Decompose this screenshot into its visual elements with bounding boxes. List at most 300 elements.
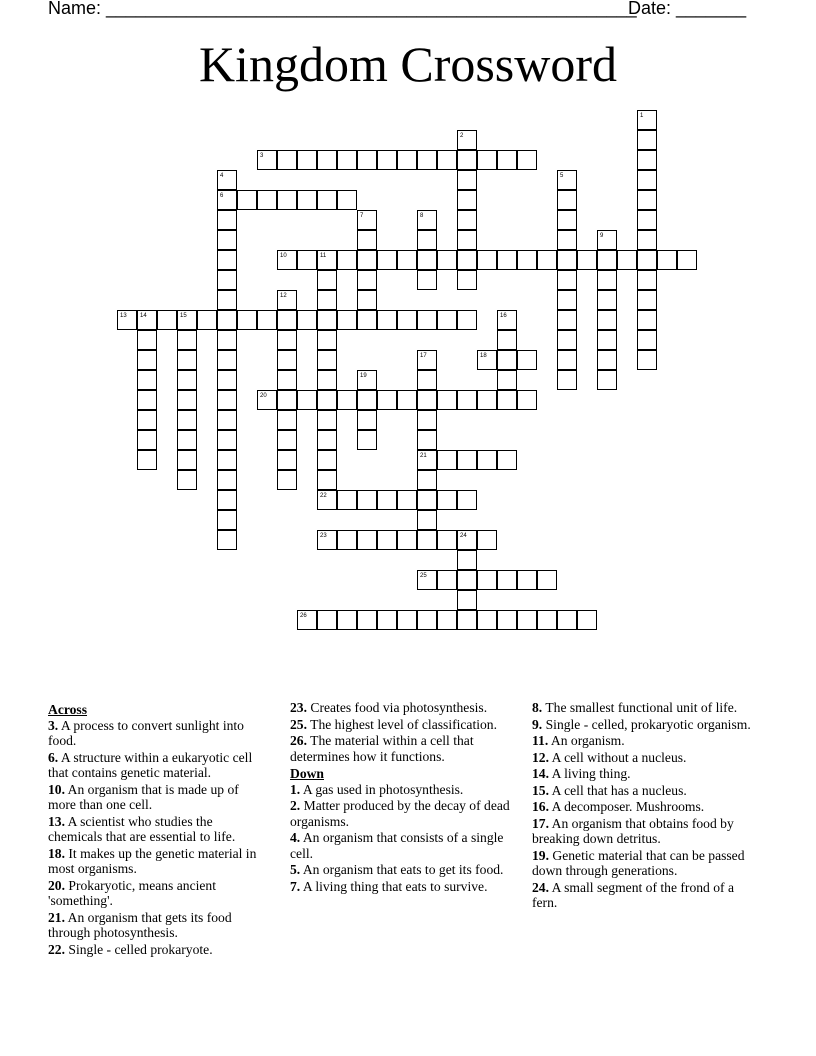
grid-cell[interactable]	[257, 310, 277, 330]
grid-cell[interactable]	[557, 230, 577, 250]
clue-text: A scientist who studies the chemicals that are essential to life.	[48, 813, 236, 844]
grid-cell[interactable]	[277, 150, 297, 170]
clue-number: 13	[120, 313, 127, 319]
clue-down-16	[532, 799, 752, 815]
grid-cell[interactable]	[557, 270, 577, 290]
grid-cell[interactable]	[497, 350, 517, 370]
grid-cell[interactable]	[457, 250, 477, 270]
grid-cell[interactable]	[337, 150, 357, 170]
grid-cell[interactable]	[217, 510, 237, 530]
grid-cell[interactable]	[317, 530, 337, 550]
clue-number-label: 21.	[48, 909, 65, 925]
grid-cell[interactable]	[317, 370, 337, 390]
grid-cell[interactable]	[437, 310, 457, 330]
clue-down-5	[290, 862, 510, 878]
grid-cell[interactable]	[377, 250, 397, 270]
grid-cell[interactable]	[657, 250, 677, 270]
grid-cell[interactable]	[157, 310, 177, 330]
grid-cell[interactable]	[477, 450, 497, 470]
grid-cell[interactable]	[177, 470, 197, 490]
grid-cell[interactable]	[597, 350, 617, 370]
grid-cell[interactable]	[437, 570, 457, 590]
grid-cell[interactable]	[217, 430, 237, 450]
grid-cell[interactable]	[577, 610, 597, 630]
grid-cell[interactable]	[497, 150, 517, 170]
grid-cell[interactable]	[477, 390, 497, 410]
grid-cell[interactable]	[597, 370, 617, 390]
grid-cell[interactable]	[557, 330, 577, 350]
clue-text: Creates food via photosynthesis.	[307, 700, 488, 715]
grid-cell[interactable]	[437, 530, 457, 550]
grid-cell[interactable]	[457, 390, 477, 410]
grid-cell[interactable]	[177, 430, 197, 450]
clue-across-22	[48, 942, 268, 958]
clue-number: 16	[500, 313, 507, 319]
grid-cell[interactable]	[497, 570, 517, 590]
grid-cell[interactable]	[217, 470, 237, 490]
clue-number: 22	[320, 493, 327, 499]
grid-cell[interactable]	[177, 450, 197, 470]
grid-cell[interactable]	[457, 190, 477, 210]
grid-cell[interactable]	[397, 250, 417, 270]
grid-cell[interactable]	[297, 610, 317, 630]
grid-cell[interactable]	[557, 350, 577, 370]
grid-cell[interactable]	[437, 610, 457, 630]
grid-cell[interactable]	[217, 530, 237, 550]
grid-cell[interactable]	[457, 170, 477, 190]
grid-cell[interactable]	[457, 530, 477, 550]
grid-cell[interactable]	[417, 390, 437, 410]
grid-cell[interactable]	[377, 310, 397, 330]
clue-text: The highest level of classification.	[307, 716, 498, 732]
clue-down-24	[532, 880, 752, 911]
grid-cell[interactable]	[317, 390, 337, 410]
grid-cell[interactable]	[217, 170, 237, 190]
grid-cell[interactable]	[417, 570, 437, 590]
grid-cell[interactable]	[417, 610, 437, 630]
grid-cell[interactable]	[217, 190, 237, 210]
grid-cell[interactable]	[217, 230, 237, 250]
grid-cell[interactable]	[557, 370, 577, 390]
grid-cell[interactable]	[177, 310, 197, 330]
grid-cell[interactable]	[217, 270, 237, 290]
grid-cell[interactable]	[417, 450, 437, 470]
grid-cell[interactable]	[317, 150, 337, 170]
clue-number-label: 16.	[532, 799, 549, 814]
grid-cell[interactable]	[417, 270, 437, 290]
grid-cell[interactable]	[177, 370, 197, 390]
grid-cell[interactable]	[417, 250, 437, 270]
grid-cell[interactable]	[277, 350, 297, 370]
grid-cell[interactable]	[637, 110, 657, 130]
grid-cell[interactable]	[457, 450, 477, 470]
grid-cell[interactable]	[177, 410, 197, 430]
clue-number-label: 15.	[532, 782, 549, 798]
grid-cell[interactable]	[497, 610, 517, 630]
grid-cell[interactable]	[497, 370, 517, 390]
page-title: Kingdom Crossword	[198, 36, 618, 92]
grid-cell[interactable]	[397, 310, 417, 330]
grid-cell[interactable]	[217, 370, 237, 390]
grid-cell[interactable]	[557, 190, 577, 210]
clue-across-25	[290, 717, 510, 733]
grid-cell[interactable]	[637, 190, 657, 210]
grid-cell[interactable]	[337, 490, 357, 510]
clue-down-9	[532, 717, 752, 733]
grid-cell[interactable]	[337, 250, 357, 270]
grid-cell[interactable]	[137, 390, 157, 410]
grid-cell[interactable]	[297, 250, 317, 270]
grid-cell[interactable]	[257, 150, 277, 170]
grid-cell[interactable]	[417, 230, 437, 250]
grid-cell[interactable]	[537, 570, 557, 590]
grid-cell[interactable]	[217, 410, 237, 430]
clue-text: A gas used in photosynthesis.	[300, 781, 464, 797]
grid-cell[interactable]	[377, 150, 397, 170]
grid-cell[interactable]	[317, 410, 337, 430]
grid-cell[interactable]	[637, 230, 657, 250]
grid-cell[interactable]	[457, 570, 477, 590]
grid-cell[interactable]	[317, 490, 337, 510]
clue-number: 15	[180, 313, 187, 319]
grid-cell[interactable]	[637, 310, 657, 330]
clue-text: Prokaryotic, means ancient 'something'.	[48, 877, 216, 908]
grid-cell[interactable]	[597, 330, 617, 350]
clue-across-26	[290, 733, 510, 764]
grid-cell[interactable]	[597, 310, 617, 330]
clue-number-label: 20.	[48, 877, 65, 893]
grid-cell[interactable]	[557, 310, 577, 330]
clue-number: 26	[300, 613, 307, 619]
grid-cell[interactable]	[637, 170, 657, 190]
grid-cell[interactable]	[597, 230, 617, 250]
grid-cell[interactable]	[497, 390, 517, 410]
grid-cell[interactable]	[577, 250, 597, 270]
grid-cell[interactable]	[137, 310, 157, 330]
grid-cell[interactable]	[337, 390, 357, 410]
grid-cell[interactable]	[457, 550, 477, 570]
grid-cell[interactable]	[317, 330, 337, 350]
clue-number-label: 19.	[532, 847, 549, 863]
grid-cell[interactable]	[517, 570, 537, 590]
clue-number: 11	[320, 253, 327, 259]
clue-across-6	[48, 750, 268, 781]
clue-number-label: 23.	[290, 700, 307, 715]
grid-cell[interactable]	[317, 250, 337, 270]
date-field[interactable]: Date: _______	[628, 0, 747, 18]
grid-cell[interactable]	[417, 470, 437, 490]
grid-cell[interactable]	[637, 130, 657, 150]
grid-cell[interactable]	[317, 610, 337, 630]
clue-text: An organism.	[548, 733, 625, 748]
grid-cell[interactable]	[277, 310, 297, 330]
grid-cell[interactable]	[477, 610, 497, 630]
grid-cell[interactable]	[297, 190, 317, 210]
clue-number-label: 10.	[48, 781, 65, 797]
grid-cell[interactable]	[357, 290, 377, 310]
grid-cell[interactable]	[677, 250, 697, 270]
grid-cell[interactable]	[417, 530, 437, 550]
grid-cell[interactable]	[177, 350, 197, 370]
grid-cell[interactable]	[437, 250, 457, 270]
grid-cell[interactable]	[417, 410, 437, 430]
grid-cell[interactable]	[457, 270, 477, 290]
grid-cell[interactable]	[457, 590, 477, 610]
clue-text: An organism that consists of a single cell.	[290, 830, 504, 861]
grid-cell[interactable]	[537, 610, 557, 630]
grid-cell[interactable]	[217, 390, 237, 410]
grid-cell[interactable]	[497, 310, 517, 330]
grid-cell[interactable]	[437, 390, 457, 410]
clue-number-label: 13.	[48, 813, 65, 829]
grid-cell[interactable]	[277, 430, 297, 450]
grid-cell[interactable]	[557, 250, 577, 270]
grid-cell[interactable]	[637, 250, 657, 270]
grid-cell[interactable]	[417, 350, 437, 370]
clue-number: 7	[360, 213, 364, 219]
grid-cell[interactable]	[457, 210, 477, 230]
grid-cell[interactable]	[317, 310, 337, 330]
grid-cell[interactable]	[457, 150, 477, 170]
grid-cell[interactable]	[377, 390, 397, 410]
grid-cell[interactable]	[517, 150, 537, 170]
clue-number-label: 3.	[48, 717, 59, 733]
grid-cell[interactable]	[277, 290, 297, 310]
grid-cell[interactable]	[217, 290, 237, 310]
grid-cell[interactable]	[357, 310, 377, 330]
grid-cell[interactable]	[257, 190, 277, 210]
grid-cell[interactable]	[217, 330, 237, 350]
clue-text: The smallest functional unit of life.	[542, 700, 738, 715]
grid-cell[interactable]	[217, 350, 237, 370]
grid-cell[interactable]	[297, 390, 317, 410]
grid-cell[interactable]	[517, 390, 537, 410]
clue-text: An organism that is made up of more than one cell.	[48, 781, 239, 812]
grid-cell[interactable]	[637, 150, 657, 170]
down-heading: Down	[290, 766, 324, 781]
clue-number-label: 12.	[532, 749, 549, 765]
clue-down-8	[532, 700, 752, 716]
grid-cell[interactable]	[277, 190, 297, 210]
grid-cell[interactable]	[637, 270, 657, 290]
grid-cell[interactable]	[597, 250, 617, 270]
grid-cell[interactable]	[477, 570, 497, 590]
grid-cell[interactable]	[357, 390, 377, 410]
grid-cell[interactable]	[137, 330, 157, 350]
grid-cell[interactable]	[457, 610, 477, 630]
clue-number-label: 11.	[532, 733, 549, 748]
name-field[interactable]: Name: _____________________________________________________	[48, 0, 637, 18]
grid-cell[interactable]	[557, 210, 577, 230]
clue-across-23	[290, 700, 510, 716]
grid-cell[interactable]	[457, 230, 477, 250]
clue-across-3	[48, 718, 268, 749]
clue-text: Genetic material that can be passed down through generations.	[532, 847, 745, 878]
grid-cell[interactable]	[437, 450, 457, 470]
grid-cell[interactable]	[317, 430, 337, 450]
clue-number: 19	[360, 373, 367, 379]
clue-down-15	[532, 783, 752, 799]
grid-cell[interactable]	[357, 430, 377, 450]
grid-cell[interactable]	[137, 430, 157, 450]
grid-cell[interactable]	[337, 610, 357, 630]
grid-cell[interactable]	[597, 270, 617, 290]
grid-cell[interactable]	[417, 490, 437, 510]
clue-text: Matter produced by the decay of dead organisms.	[290, 798, 510, 829]
grid-cell[interactable]	[197, 310, 217, 330]
clue-text: A cell that has a nucleus.	[549, 782, 687, 798]
grid-cell[interactable]	[137, 450, 157, 470]
clues-column-1	[48, 700, 268, 958]
grid-cell[interactable]	[297, 310, 317, 330]
grid-cell[interactable]	[557, 610, 577, 630]
grid-cell[interactable]	[417, 210, 437, 230]
grid-cell[interactable]	[357, 250, 377, 270]
grid-cell[interactable]	[617, 250, 637, 270]
clue-number: 2	[460, 133, 464, 139]
grid-cell[interactable]	[537, 250, 557, 270]
grid-cell[interactable]	[477, 250, 497, 270]
grid-cell[interactable]	[217, 310, 237, 330]
grid-cell[interactable]	[417, 370, 437, 390]
grid-cell[interactable]	[317, 450, 337, 470]
grid-cell[interactable]	[497, 450, 517, 470]
clue-down-2	[290, 798, 510, 829]
grid-cell[interactable]	[377, 610, 397, 630]
grid-cell[interactable]	[517, 350, 537, 370]
grid-cell[interactable]	[117, 310, 137, 330]
grid-cell[interactable]	[377, 490, 397, 510]
grid-cell[interactable]	[357, 610, 377, 630]
grid-cell[interactable]	[517, 250, 537, 270]
grid-cell[interactable]	[217, 210, 237, 230]
clue-number-label: 4.	[290, 830, 301, 845]
grid-cell[interactable]	[397, 530, 417, 550]
grid-cell[interactable]	[377, 530, 397, 550]
grid-cell[interactable]	[277, 370, 297, 390]
clue-text: A living thing that eats to survive.	[300, 878, 488, 894]
grid-cell[interactable]	[317, 190, 337, 210]
clue-across-18	[48, 846, 268, 877]
grid-cell[interactable]	[337, 530, 357, 550]
grid-cell[interactable]	[357, 410, 377, 430]
grid-cell[interactable]	[337, 310, 357, 330]
grid-cell[interactable]	[177, 330, 197, 350]
grid-cell[interactable]	[357, 530, 377, 550]
grid-cell[interactable]	[397, 150, 417, 170]
clue-across-21	[48, 910, 268, 941]
grid-cell[interactable]	[417, 150, 437, 170]
grid-cell[interactable]	[477, 350, 497, 370]
clue-number-label: 22.	[48, 941, 65, 957]
grid-cell[interactable]	[357, 150, 377, 170]
clue-number: 25	[420, 573, 427, 579]
grid-cell[interactable]	[357, 490, 377, 510]
clue-number: 17	[420, 353, 427, 359]
grid-cell[interactable]	[637, 290, 657, 310]
grid-cell[interactable]	[397, 490, 417, 510]
grid-cell[interactable]	[457, 490, 477, 510]
grid-cell[interactable]	[317, 350, 337, 370]
across-heading: Across	[48, 702, 88, 717]
grid-cell[interactable]	[417, 510, 437, 530]
clue-number: 23	[320, 533, 327, 539]
grid-cell[interactable]	[217, 490, 237, 510]
grid-cell[interactable]	[357, 270, 377, 290]
grid-cell[interactable]	[477, 150, 497, 170]
clue-number: 9	[600, 233, 604, 239]
grid-cell[interactable]	[397, 390, 417, 410]
grid-cell[interactable]	[517, 610, 537, 630]
grid-cell[interactable]	[257, 390, 277, 410]
grid-cell[interactable]	[357, 230, 377, 250]
grid-cell[interactable]	[637, 330, 657, 350]
clue-down-11	[532, 733, 752, 749]
grid-cell[interactable]	[477, 530, 497, 550]
clue-text: The material within a cell that determines how it functions.	[290, 733, 474, 764]
grid-cell[interactable]	[217, 450, 237, 470]
grid-cell[interactable]	[357, 210, 377, 230]
grid-cell[interactable]	[437, 150, 457, 170]
grid-cell[interactable]	[457, 310, 477, 330]
grid-cell[interactable]	[317, 290, 337, 310]
grid-cell[interactable]	[237, 310, 257, 330]
grid-cell[interactable]	[637, 350, 657, 370]
clue-number: 10	[280, 253, 287, 259]
clue-number: 21	[420, 453, 427, 459]
grid-cell[interactable]	[457, 130, 477, 150]
grid-cell[interactable]	[317, 470, 337, 490]
grid-cell[interactable]	[557, 170, 577, 190]
grid-cell[interactable]	[497, 330, 517, 350]
grid-cell[interactable]	[277, 450, 297, 470]
grid-cell[interactable]	[137, 370, 157, 390]
grid-cell[interactable]	[277, 250, 297, 270]
grid-cell[interactable]	[317, 270, 337, 290]
clue-down-19	[532, 848, 752, 879]
grid-cell[interactable]	[137, 410, 157, 430]
grid-cell[interactable]	[297, 150, 317, 170]
clue-number: 24	[460, 533, 467, 539]
grid-cell[interactable]	[237, 190, 257, 210]
grid-cell[interactable]	[137, 350, 157, 370]
grid-cell[interactable]	[497, 250, 517, 270]
clues-column-3	[532, 700, 752, 912]
clue-number-label: 1.	[290, 781, 301, 797]
grid-cell[interactable]	[277, 410, 297, 430]
grid-cell[interactable]	[277, 390, 297, 410]
clue-number: 4	[220, 173, 224, 179]
grid-cell[interactable]	[357, 370, 377, 390]
grid-cell[interactable]	[597, 290, 617, 310]
grid-cell[interactable]	[557, 290, 577, 310]
grid-cell[interactable]	[277, 470, 297, 490]
clue-number-label: 17.	[532, 815, 549, 831]
clue-text: A small segment of the frond of a fern.	[532, 879, 734, 910]
grid-cell[interactable]	[417, 310, 437, 330]
clue-down-1	[290, 782, 510, 798]
grid-cell[interactable]	[397, 610, 417, 630]
clue-number-label: 14.	[532, 766, 549, 781]
grid-cell[interactable]	[437, 490, 457, 510]
clue-number: 3	[260, 153, 264, 159]
grid-cell[interactable]	[177, 390, 197, 410]
grid-cell[interactable]	[337, 190, 357, 210]
grid-cell[interactable]	[637, 210, 657, 230]
grid-cell[interactable]	[217, 250, 237, 270]
grid-cell[interactable]	[417, 430, 437, 450]
grid-cell[interactable]	[277, 330, 297, 350]
